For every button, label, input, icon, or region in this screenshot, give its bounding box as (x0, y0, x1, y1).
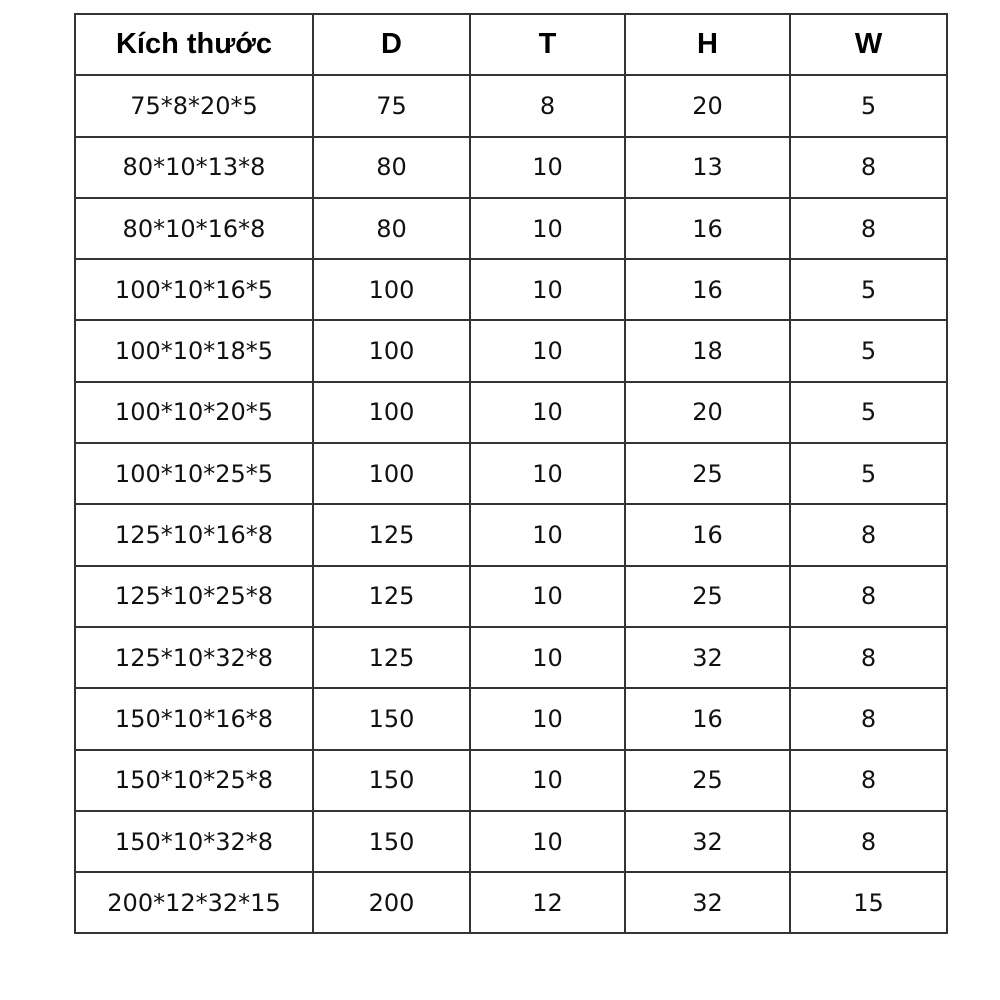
cell-t: 10 (470, 504, 625, 565)
table-row (75, 137, 947, 198)
table-row (75, 320, 947, 381)
cell-w: 8 (790, 688, 947, 749)
cell-d: 200 (313, 872, 470, 933)
cell-size: 75*8*20*5 (75, 75, 313, 136)
cell-w: 5 (790, 320, 947, 381)
cell-size: 125*10*25*8 (75, 566, 313, 627)
cell-d: 80 (313, 198, 470, 259)
spec-table (74, 13, 948, 934)
cell-d: 100 (313, 259, 470, 320)
cell-h: 16 (625, 259, 790, 320)
table-header (75, 14, 947, 75)
cell-w: 5 (790, 259, 947, 320)
cell-d: 125 (313, 627, 470, 688)
cell-d: 150 (313, 688, 470, 749)
cell-size: 100*10*20*5 (75, 382, 313, 443)
cell-size: 125*10*32*8 (75, 627, 313, 688)
cell-w: 8 (790, 750, 947, 811)
header-d: D (313, 14, 470, 75)
table-row (75, 811, 947, 872)
table-row (75, 443, 947, 504)
cell-d: 125 (313, 566, 470, 627)
cell-h: 16 (625, 688, 790, 749)
cell-h: 16 (625, 198, 790, 259)
cell-h: 18 (625, 320, 790, 381)
cell-d: 100 (313, 320, 470, 381)
table-row (75, 872, 947, 933)
cell-h: 20 (625, 382, 790, 443)
cell-t: 10 (470, 382, 625, 443)
table-row (75, 688, 947, 749)
cell-h: 32 (625, 872, 790, 933)
cell-d: 100 (313, 443, 470, 504)
cell-t: 10 (470, 688, 625, 749)
table-row (75, 504, 947, 565)
cell-w: 8 (790, 566, 947, 627)
cell-h: 32 (625, 811, 790, 872)
cell-w: 8 (790, 137, 947, 198)
cell-t: 10 (470, 627, 625, 688)
cell-size: 80*10*16*8 (75, 198, 313, 259)
cell-w: 5 (790, 382, 947, 443)
cell-w: 5 (790, 75, 947, 136)
cell-w: 8 (790, 811, 947, 872)
cell-h: 25 (625, 566, 790, 627)
table-row (75, 750, 947, 811)
cell-size: 150*10*16*8 (75, 688, 313, 749)
cell-t: 12 (470, 872, 625, 933)
cell-h: 13 (625, 137, 790, 198)
cell-size: 100*10*25*5 (75, 443, 313, 504)
cell-d: 125 (313, 504, 470, 565)
table-row (75, 259, 947, 320)
cell-h: 25 (625, 443, 790, 504)
cell-size: 150*10*25*8 (75, 750, 313, 811)
cell-d: 80 (313, 137, 470, 198)
cell-w: 15 (790, 872, 947, 933)
cell-h: 25 (625, 750, 790, 811)
cell-d: 75 (313, 75, 470, 136)
cell-size: 100*10*16*5 (75, 259, 313, 320)
table-body (75, 75, 947, 933)
header-size: Kích thước (75, 14, 313, 75)
cell-size: 100*10*18*5 (75, 320, 313, 381)
cell-t: 10 (470, 750, 625, 811)
header-t: T (470, 14, 625, 75)
table-row (75, 198, 947, 259)
table-row (75, 627, 947, 688)
cell-w: 8 (790, 198, 947, 259)
cell-w: 8 (790, 627, 947, 688)
cell-h: 32 (625, 627, 790, 688)
cell-t: 10 (470, 198, 625, 259)
table-row (75, 566, 947, 627)
cell-d: 150 (313, 750, 470, 811)
cell-d: 100 (313, 382, 470, 443)
cell-t: 10 (470, 811, 625, 872)
cell-w: 5 (790, 443, 947, 504)
cell-h: 20 (625, 75, 790, 136)
header-h: H (625, 14, 790, 75)
cell-size: 200*12*32*15 (75, 872, 313, 933)
header-row (75, 14, 947, 75)
cell-t: 10 (470, 137, 625, 198)
cell-size: 125*10*16*8 (75, 504, 313, 565)
table-row (75, 382, 947, 443)
cell-t: 10 (470, 259, 625, 320)
header-w: W (790, 14, 947, 75)
cell-t: 10 (470, 320, 625, 381)
cell-t: 8 (470, 75, 625, 136)
cell-size: 150*10*32*8 (75, 811, 313, 872)
cell-d: 150 (313, 811, 470, 872)
cell-t: 10 (470, 566, 625, 627)
cell-h: 16 (625, 504, 790, 565)
cell-size: 80*10*13*8 (75, 137, 313, 198)
cell-t: 10 (470, 443, 625, 504)
cell-w: 8 (790, 504, 947, 565)
table-row (75, 75, 947, 136)
